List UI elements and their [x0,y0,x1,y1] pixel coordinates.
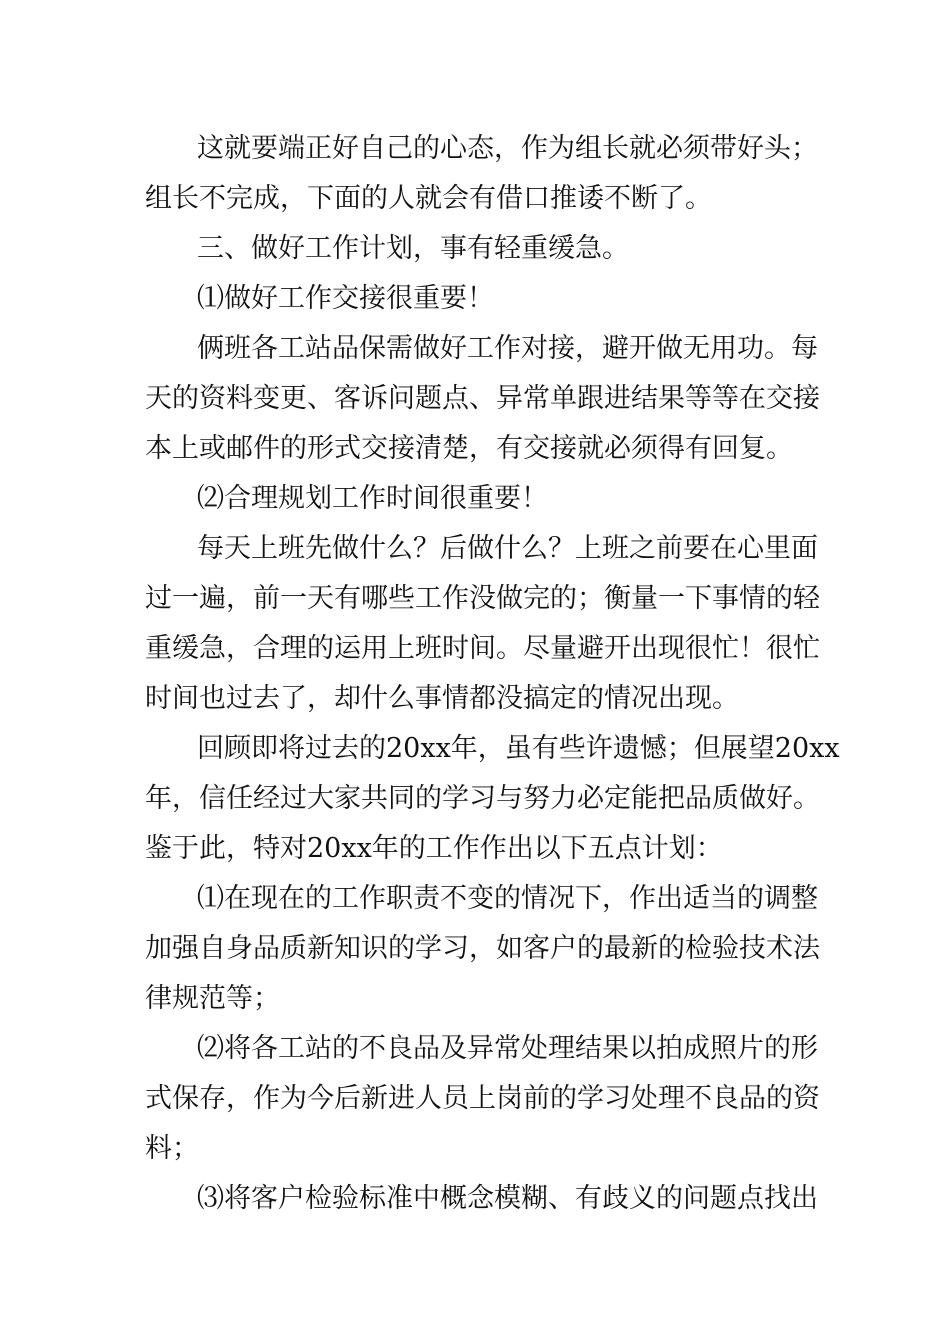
paragraph-line: 年，信任经过大家共同的学习与努力必定能把品质做好。 [145,783,820,814]
paragraph-line: 本上或邮件的形式交接清楚，有交接就必须得有回复。 [145,433,793,464]
subheading: ⑴做好工作交接很重要！ [197,283,494,314]
list-item-line: ⑶将客户检验标准中概念模糊、有歧义的问题点找出 [197,1183,818,1214]
list-item-line: 律规范等； [145,983,280,1014]
paragraph-line: 组长不完成，下面的人就会有借口推诿不断了。 [145,183,712,214]
paragraph-line: 过一遍，前一天有哪些工作没做完的；衡量一下事情的轻 [145,583,820,614]
paragraph-line: 天的资料变更、客诉问题点、异常单跟进结果等等在交接 [145,383,820,414]
list-item-line: ⑴在现在的工作职责不变的情况下，作出适当的调整 [197,883,818,914]
section-heading: 三、做好工作计划，事有轻重缓急。 [197,233,629,264]
paragraph-line: 回顾即将过去的20xx年，虽有些许遗憾；但展望20xx [197,733,840,764]
list-item-line: ⑵将各工站的不良品及异常处理结果以拍成照片的形 [197,1033,818,1064]
paragraph-line: 这就要端正好自己的心态，作为组长就必须带好头； [197,133,818,164]
paragraph-line: 鉴于此，特对20xx年的工作作出以下五点计划： [145,833,723,864]
list-item-line: 料； [145,1133,199,1164]
subheading: ⑵合理规划工作时间很重要！ [197,483,548,514]
paragraph-line: 每天上班先做什么？后做什么？上班之前要在心里面 [197,533,818,564]
paragraph-line: 时间也过去了，却什么事情都没搞定的情况出现。 [145,683,739,714]
paragraph-line: 俩班各工站品保需做好工作对接，避开做无用功。每 [197,333,818,364]
list-item-line: 加强自身品质新知识的学习，如客户的最新的检验技术法 [145,933,820,964]
list-item-line: 式保存，作为今后新进人员上岗前的学习处理不良品的资 [145,1083,820,1114]
paragraph-line: 重缓急，合理的运用上班时间。尽量避开出现很忙！很忙 [145,633,820,664]
